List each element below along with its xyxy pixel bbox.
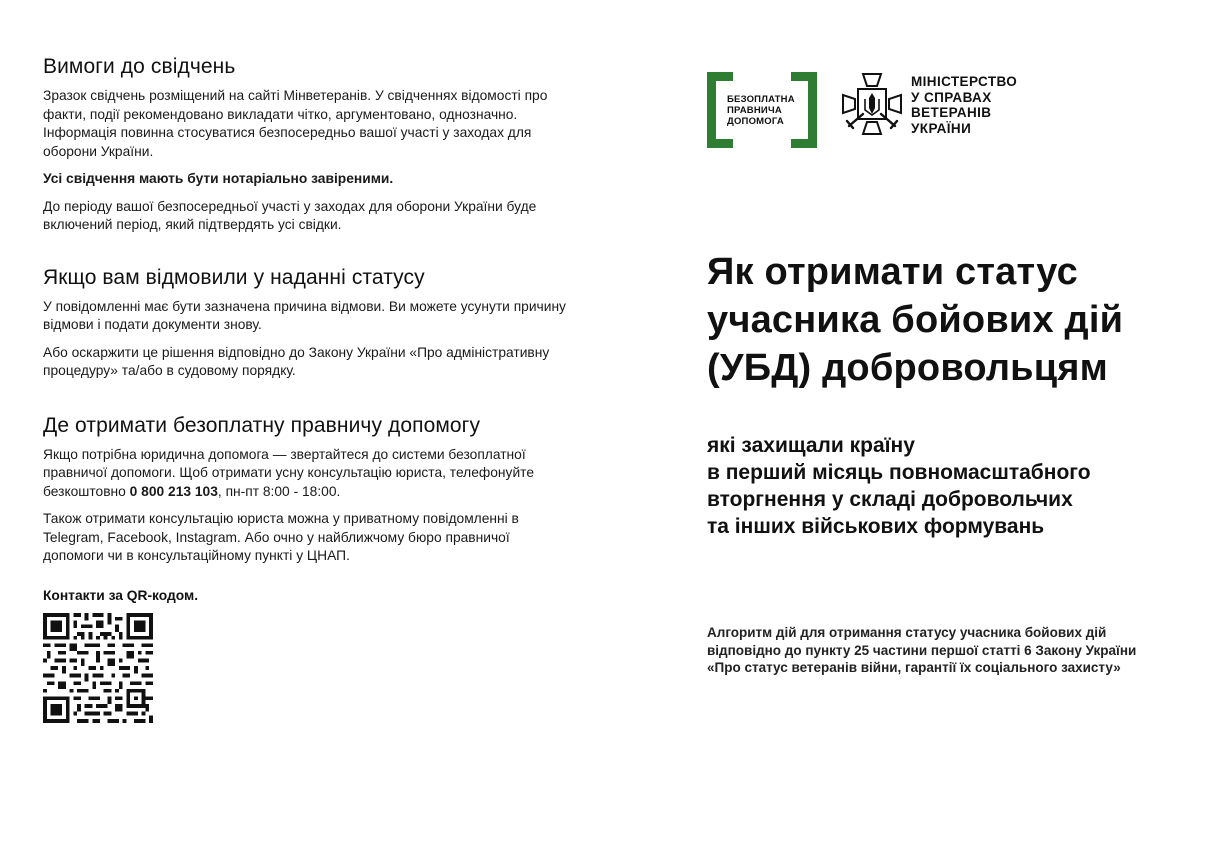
section-refusal — [43, 265, 573, 381]
logos-row — [707, 72, 1197, 152]
section-free-legal-aid — [43, 413, 573, 566]
paragraph-bold: Усі свідчення мають бути нотаріально завіреними. — [43, 171, 394, 186]
qr-code[interactable] — [43, 613, 153, 723]
paragraph: До періоду вашої безпосередньої участі у заходах для оборони України буде включений період, який підтвердять усі свідки. — [43, 198, 537, 232]
page-title — [707, 248, 1197, 392]
ministry-emblem-icon — [841, 72, 903, 136]
section-heading: Вимоги до свідчень — [43, 55, 236, 78]
subtitle-line: які захищали країну — [707, 434, 915, 457]
qr-label: Контакти за QR-кодом. — [43, 587, 199, 603]
free-legal-aid-logo — [707, 72, 817, 148]
phone-number[interactable]: 0 800 213 103 — [129, 483, 218, 499]
logo-line: БЕЗОПЛАТНА — [727, 94, 795, 105]
paragraph-text: Якщо потрібна юридична допомога — звертайтеся до системи безоплатної правничої допомоги. Щоб отримати усну консультацію юриста, телефонуйте безкоштовно — [43, 446, 534, 499]
logo-line: ДОПОМОГА — [727, 116, 784, 127]
algorithm-note: Алгоритм дій для отримання статусу учасника бойових дій відповідно до пункту 25 частини першої статті 6 Закону України «Про статус ветеранів війни, гарантії їх соціального захисту» — [707, 625, 1137, 675]
title-line: (УБД) добровольцям — [707, 347, 1108, 389]
section-testimony-requirements — [43, 54, 573, 235]
paragraph: Також отримати консультацію юриста можна у приватному повідомленні в Telegram, Facebook, Instagram. Або очно у найближчому бюро правничої допомоги чи в консультаційному пункті у ЦНАП. — [43, 511, 519, 563]
left-column — [43, 54, 573, 728]
ministry-logo — [841, 72, 1017, 136]
ministry-line: ВЕТЕРАНІВ — [911, 105, 992, 120]
logo-line: ПРАВНИЧА — [727, 105, 782, 116]
subtitle-line: та інших військових формувань — [707, 515, 1045, 538]
paragraph: Або оскаржити це рішення відповідно до Закону України «Про адміністративну процедуру» та/або в судовому порядку. — [43, 344, 550, 378]
paragraph: Зразок свідчень розміщений на сайті Мінветеранів. У свідченнях відомості про факти, події рекомендовано викладати чітко, аргументовано, однозначно. Інформація повинна стосуватися безпосередньо вашої участі у заходах для оборони України. — [43, 88, 548, 159]
paragraph-text: , пн-пт 8:00 - 18:00. — [217, 483, 341, 499]
title-line: Як отримати статус — [707, 251, 1078, 293]
subtitle-line: вторгнення у складі добровольчих — [707, 488, 1073, 511]
ministry-line: У СПРАВАХ — [911, 89, 992, 105]
page-subtitle — [707, 432, 1197, 540]
ministry-line: УКРАЇНИ — [911, 120, 972, 136]
section-heading: Де отримати безоплатну правничу допомогу — [43, 413, 481, 437]
paragraph-hotline — [43, 446, 573, 502]
section-heading: Якщо вам відмовили у наданні статусу — [43, 265, 425, 289]
right-column — [707, 72, 1197, 677]
subtitle-line: в перший місяць повномасштабного — [707, 461, 1091, 484]
title-line: учасника бойових дій — [707, 299, 1124, 341]
ministry-line: МІНІСТЕРСТВО — [911, 74, 1018, 89]
paragraph: У повідомленні має бути зазначена причина відмови. Ви можете усунути причину відмови і подати документи знову. — [43, 298, 566, 332]
